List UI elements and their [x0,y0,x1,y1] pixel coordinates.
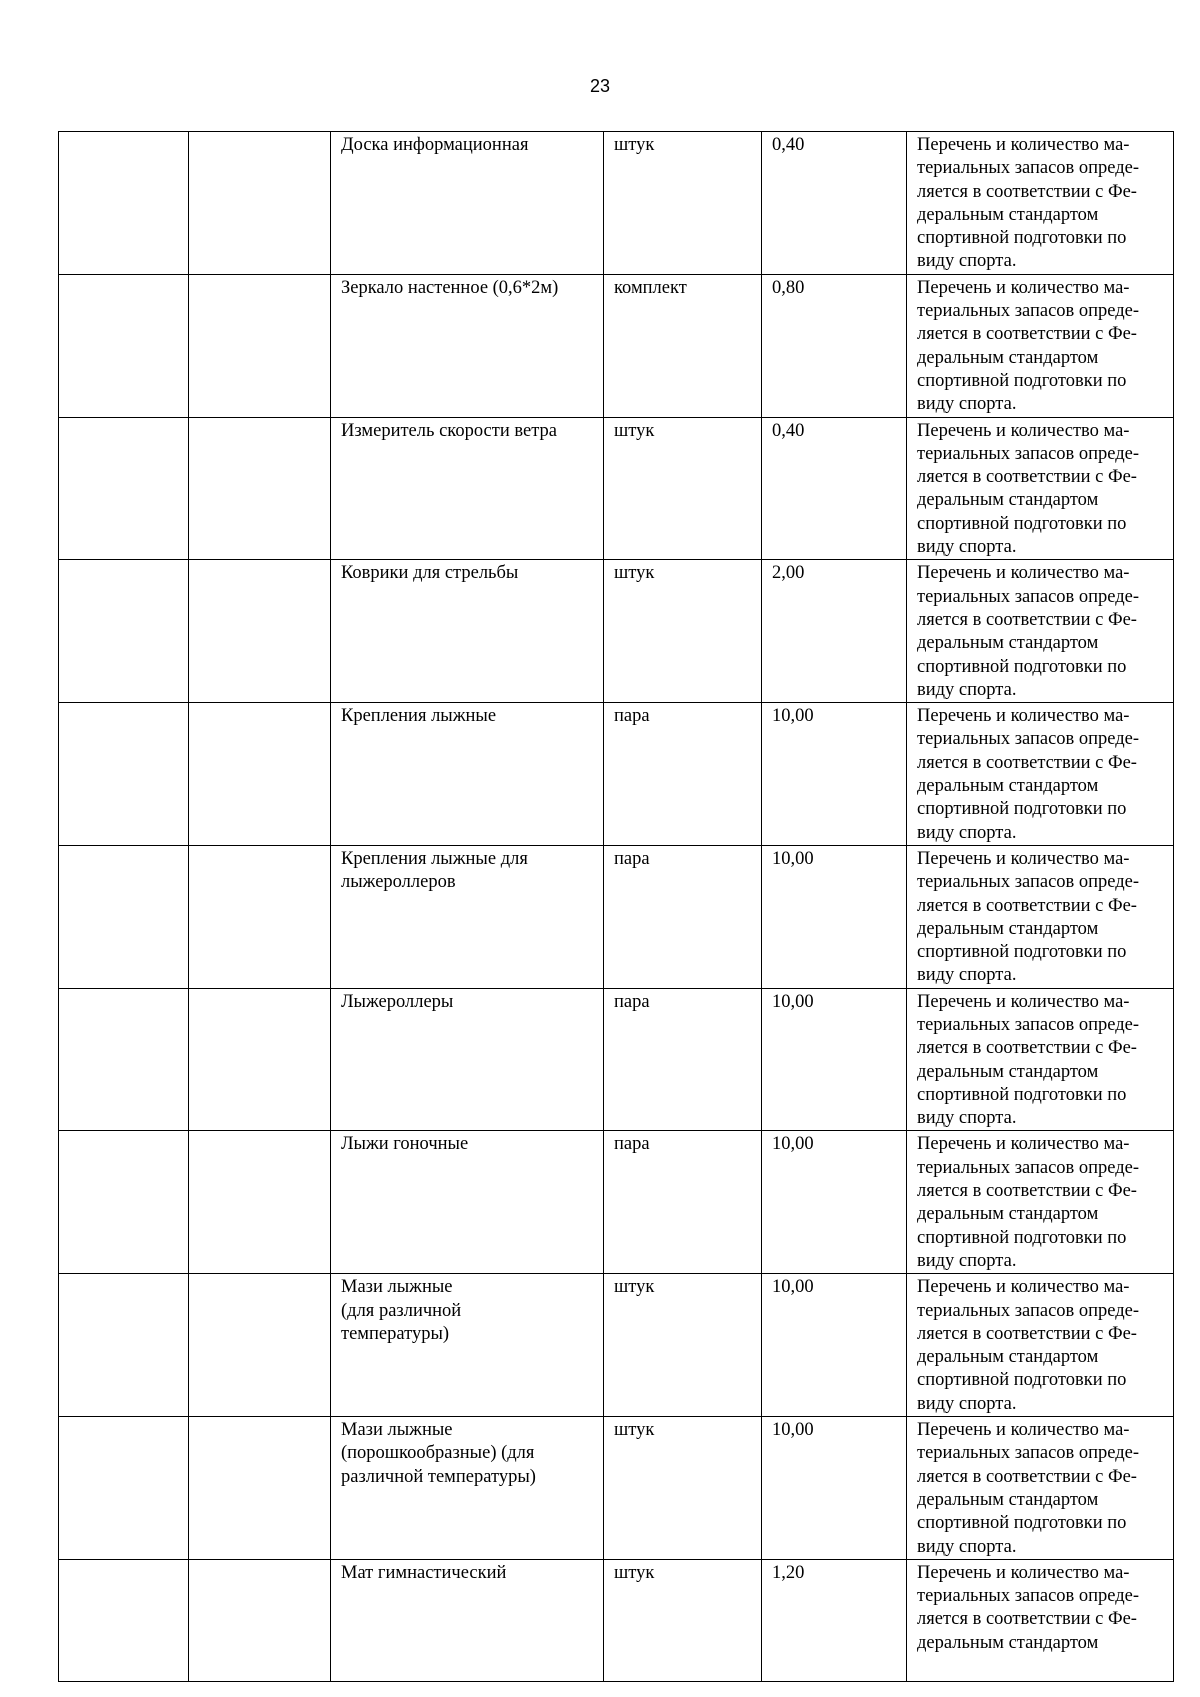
note-cell [907,132,1174,275]
note-cell [907,1131,1174,1274]
note-cell [907,845,1174,988]
note-line: териальных запасов опреде- [917,1586,1140,1607]
table-row [59,274,1174,417]
note-line: виду спорта. [917,679,1017,700]
note-line: териальных запасов опреде- [917,301,1140,322]
note-line: териальных запасов опреде- [917,1014,1140,1035]
empty-cell [189,132,331,275]
empty-cell [59,845,189,988]
note-line: спортивной подготовки по [917,228,1127,249]
item-name-cell [331,132,604,275]
note-cell [907,1559,1174,1681]
empty-cell [189,1417,331,1560]
note-line: спортивной подготовки по [917,513,1127,534]
note-line: деральным стандартом [917,633,1099,654]
empty-cell [189,274,331,417]
note-line: ляется в соответствии с Фе- [917,324,1137,345]
item-name-cell [331,1131,604,1274]
note-line: спортивной подготовки по [917,799,1127,820]
item-name-line: Лыжероллеры [341,991,454,1012]
empty-cell [189,1274,331,1417]
empty-cell [59,274,189,417]
note-line: спортивной подготовки по [917,1513,1127,1534]
note-cell [907,1274,1174,1417]
note-line: виду спорта. [917,251,1017,272]
note-line: Перечень и количество ма- [917,563,1130,584]
empty-cell [189,703,331,846]
item-name-cell [331,1417,604,1560]
unit-cell: пара [604,845,762,988]
quantity-cell: 10,00 [762,988,907,1131]
note-line: Перечень и количество ма- [917,1562,1130,1583]
empty-cell [189,1559,331,1681]
note-line: териальных запасов опреде- [917,1157,1140,1178]
note-line: Перечень и количество ма- [917,135,1130,155]
note-line: ляется в соответствии с Фе- [917,1181,1137,1202]
note-line: ляется в соответствии с Фе- [917,1038,1137,1059]
item-name-line: Доска информационная [341,135,529,155]
unit-cell: штук [604,560,762,703]
item-name-line: (порошкообразные) (для [341,1443,535,1464]
unit-cell: штук [604,1559,762,1681]
note-line: ляется в соответствии с Фе- [917,1609,1137,1630]
unit-cell: пара [604,1131,762,1274]
empty-cell [59,417,189,560]
table-row [59,1559,1174,1681]
table-row [59,1274,1174,1417]
note-line: виду спорта. [917,537,1017,558]
table-row [59,845,1174,988]
note-cell [907,417,1174,560]
note-cell [907,703,1174,846]
note-line: териальных запасов опреде- [917,729,1140,750]
note-line: териальных запасов опреде- [917,443,1140,464]
note-line: деральным стандартом [917,347,1099,368]
empty-cell [189,845,331,988]
empty-cell [189,560,331,703]
note-line: виду спорта. [917,1250,1017,1271]
unit-cell: штук [604,1274,762,1417]
quantity-cell: 0,40 [762,417,907,560]
note-line: ляется в соответствии с Фе- [917,609,1137,630]
item-name-line: различной температуры) [341,1466,536,1487]
item-name-cell [331,417,604,560]
item-name-line: Измеритель скорости ветра [341,420,557,441]
note-line: Перечень и количество ма- [917,277,1130,298]
note-line: ляется в соответствии с Фе- [917,895,1137,916]
item-name-line: Крепления лыжные [341,706,497,727]
note-line: териальных запасов опреде- [917,586,1140,607]
note-line: виду спорта. [917,1393,1017,1414]
item-name-cell [331,560,604,703]
note-line: деральным стандартом [917,1204,1099,1225]
item-name-line: (для различной [341,1300,462,1321]
empty-cell [59,988,189,1131]
note-line: деральным стандартом [917,1489,1099,1510]
unit-cell: пара [604,988,762,1131]
item-name-cell [331,1559,604,1681]
note-line: Перечень и количество ма- [917,848,1130,869]
quantity-cell: 0,80 [762,274,907,417]
note-line: деральным стандартом [917,918,1099,939]
item-name-line: Лыжи гоночные [341,1134,469,1155]
note-line: деральным стандартом [917,776,1099,797]
unit-cell: комплект [604,274,762,417]
note-line: спортивной подготовки по [917,370,1127,391]
item-name-line: Коврики для стрельбы [341,563,519,584]
equipment-table [58,131,1174,1682]
item-name-cell [331,274,604,417]
note-line: виду спорта. [917,965,1017,986]
item-name-cell [331,845,604,988]
item-name-cell [331,1274,604,1417]
note-line: виду спорта. [917,1108,1017,1129]
note-line: териальных запасов опреде- [917,1300,1140,1321]
quantity-cell: 2,00 [762,560,907,703]
empty-cell [59,560,189,703]
note-line: Перечень и количество ма- [917,706,1130,727]
note-line: Перечень и количество ма- [917,1277,1130,1298]
note-line: виду спорта. [917,394,1017,415]
note-line: Перечень и количество ма- [917,1420,1130,1441]
unit-cell: штук [604,1417,762,1560]
empty-cell [59,703,189,846]
note-line: териальных запасов опреде- [917,872,1140,893]
table-row [59,560,1174,703]
empty-cell [59,1417,189,1560]
note-line: виду спорта. [917,822,1017,843]
table-row [59,132,1174,275]
empty-cell [189,1131,331,1274]
note-line: териальных запасов опреде- [917,158,1140,179]
note-line: деральным стандартом [917,1632,1099,1653]
empty-cell [59,1131,189,1274]
table-row [59,1131,1174,1274]
table-row [59,703,1174,846]
quantity-cell: 0,40 [762,132,907,275]
item-name-line: лыжероллеров [341,872,456,893]
note-line: Перечень и количество ма- [917,991,1130,1012]
empty-cell [59,132,189,275]
quantity-cell: 1,20 [762,1559,907,1681]
note-line: ляется в соответствии с Фе- [917,467,1137,488]
item-name-line: Мази лыжные [341,1277,453,1298]
table-row [59,417,1174,560]
note-line: ляется в соответствии с Фе- [917,1323,1137,1344]
note-cell [907,1417,1174,1560]
note-cell [907,560,1174,703]
note-line: деральным стандартом [917,204,1099,225]
item-name-cell [331,988,604,1131]
item-name-line: Мази лыжные [341,1420,453,1441]
empty-cell [189,988,331,1131]
note-line: спортивной подготовки по [917,1370,1127,1391]
note-line: териальных запасов опреде- [917,1443,1140,1464]
empty-cell [59,1559,189,1681]
table-body [59,132,1174,1682]
note-line: ляется в соответствии с Фе- [917,1466,1137,1487]
quantity-cell: 10,00 [762,845,907,988]
quantity-cell: 10,00 [762,703,907,846]
note-line: спортивной подготовки по [917,656,1127,677]
empty-cell [189,417,331,560]
empty-cell [59,1274,189,1417]
note-line: деральным стандартом [917,1061,1099,1082]
note-line: спортивной подготовки по [917,1227,1127,1248]
table-row [59,1417,1174,1560]
quantity-cell: 10,00 [762,1274,907,1417]
note-line: Перечень и количество ма- [917,420,1130,441]
unit-cell: штук [604,132,762,275]
item-name-cell [331,703,604,846]
item-name-line: Крепления лыжные для [341,848,528,869]
quantity-cell: 10,00 [762,1131,907,1274]
note-line: спортивной подготовки по [917,1084,1127,1105]
note-cell [907,988,1174,1131]
item-name-line: температуры) [341,1323,450,1344]
note-line: деральным стандартом [917,490,1099,511]
note-line: Перечень и количество ма- [917,1134,1130,1155]
item-name-line: Мат гимнастический [341,1562,507,1583]
unit-cell: пара [604,703,762,846]
note-line: ляется в соответствии с Фе- [917,181,1137,202]
item-name-line: Зеркало настенное (0,6*2м) [341,277,559,298]
note-line: деральным стандартом [917,1347,1099,1368]
note-line: спортивной подготовки по [917,942,1127,963]
unit-cell: штук [604,417,762,560]
page-number: 23 [589,76,611,96]
table-row [59,988,1174,1131]
note-line: виду спорта. [917,1536,1017,1557]
note-cell [907,274,1174,417]
quantity-cell: 10,00 [762,1417,907,1560]
note-line: ляется в соответствии с Фе- [917,752,1137,773]
